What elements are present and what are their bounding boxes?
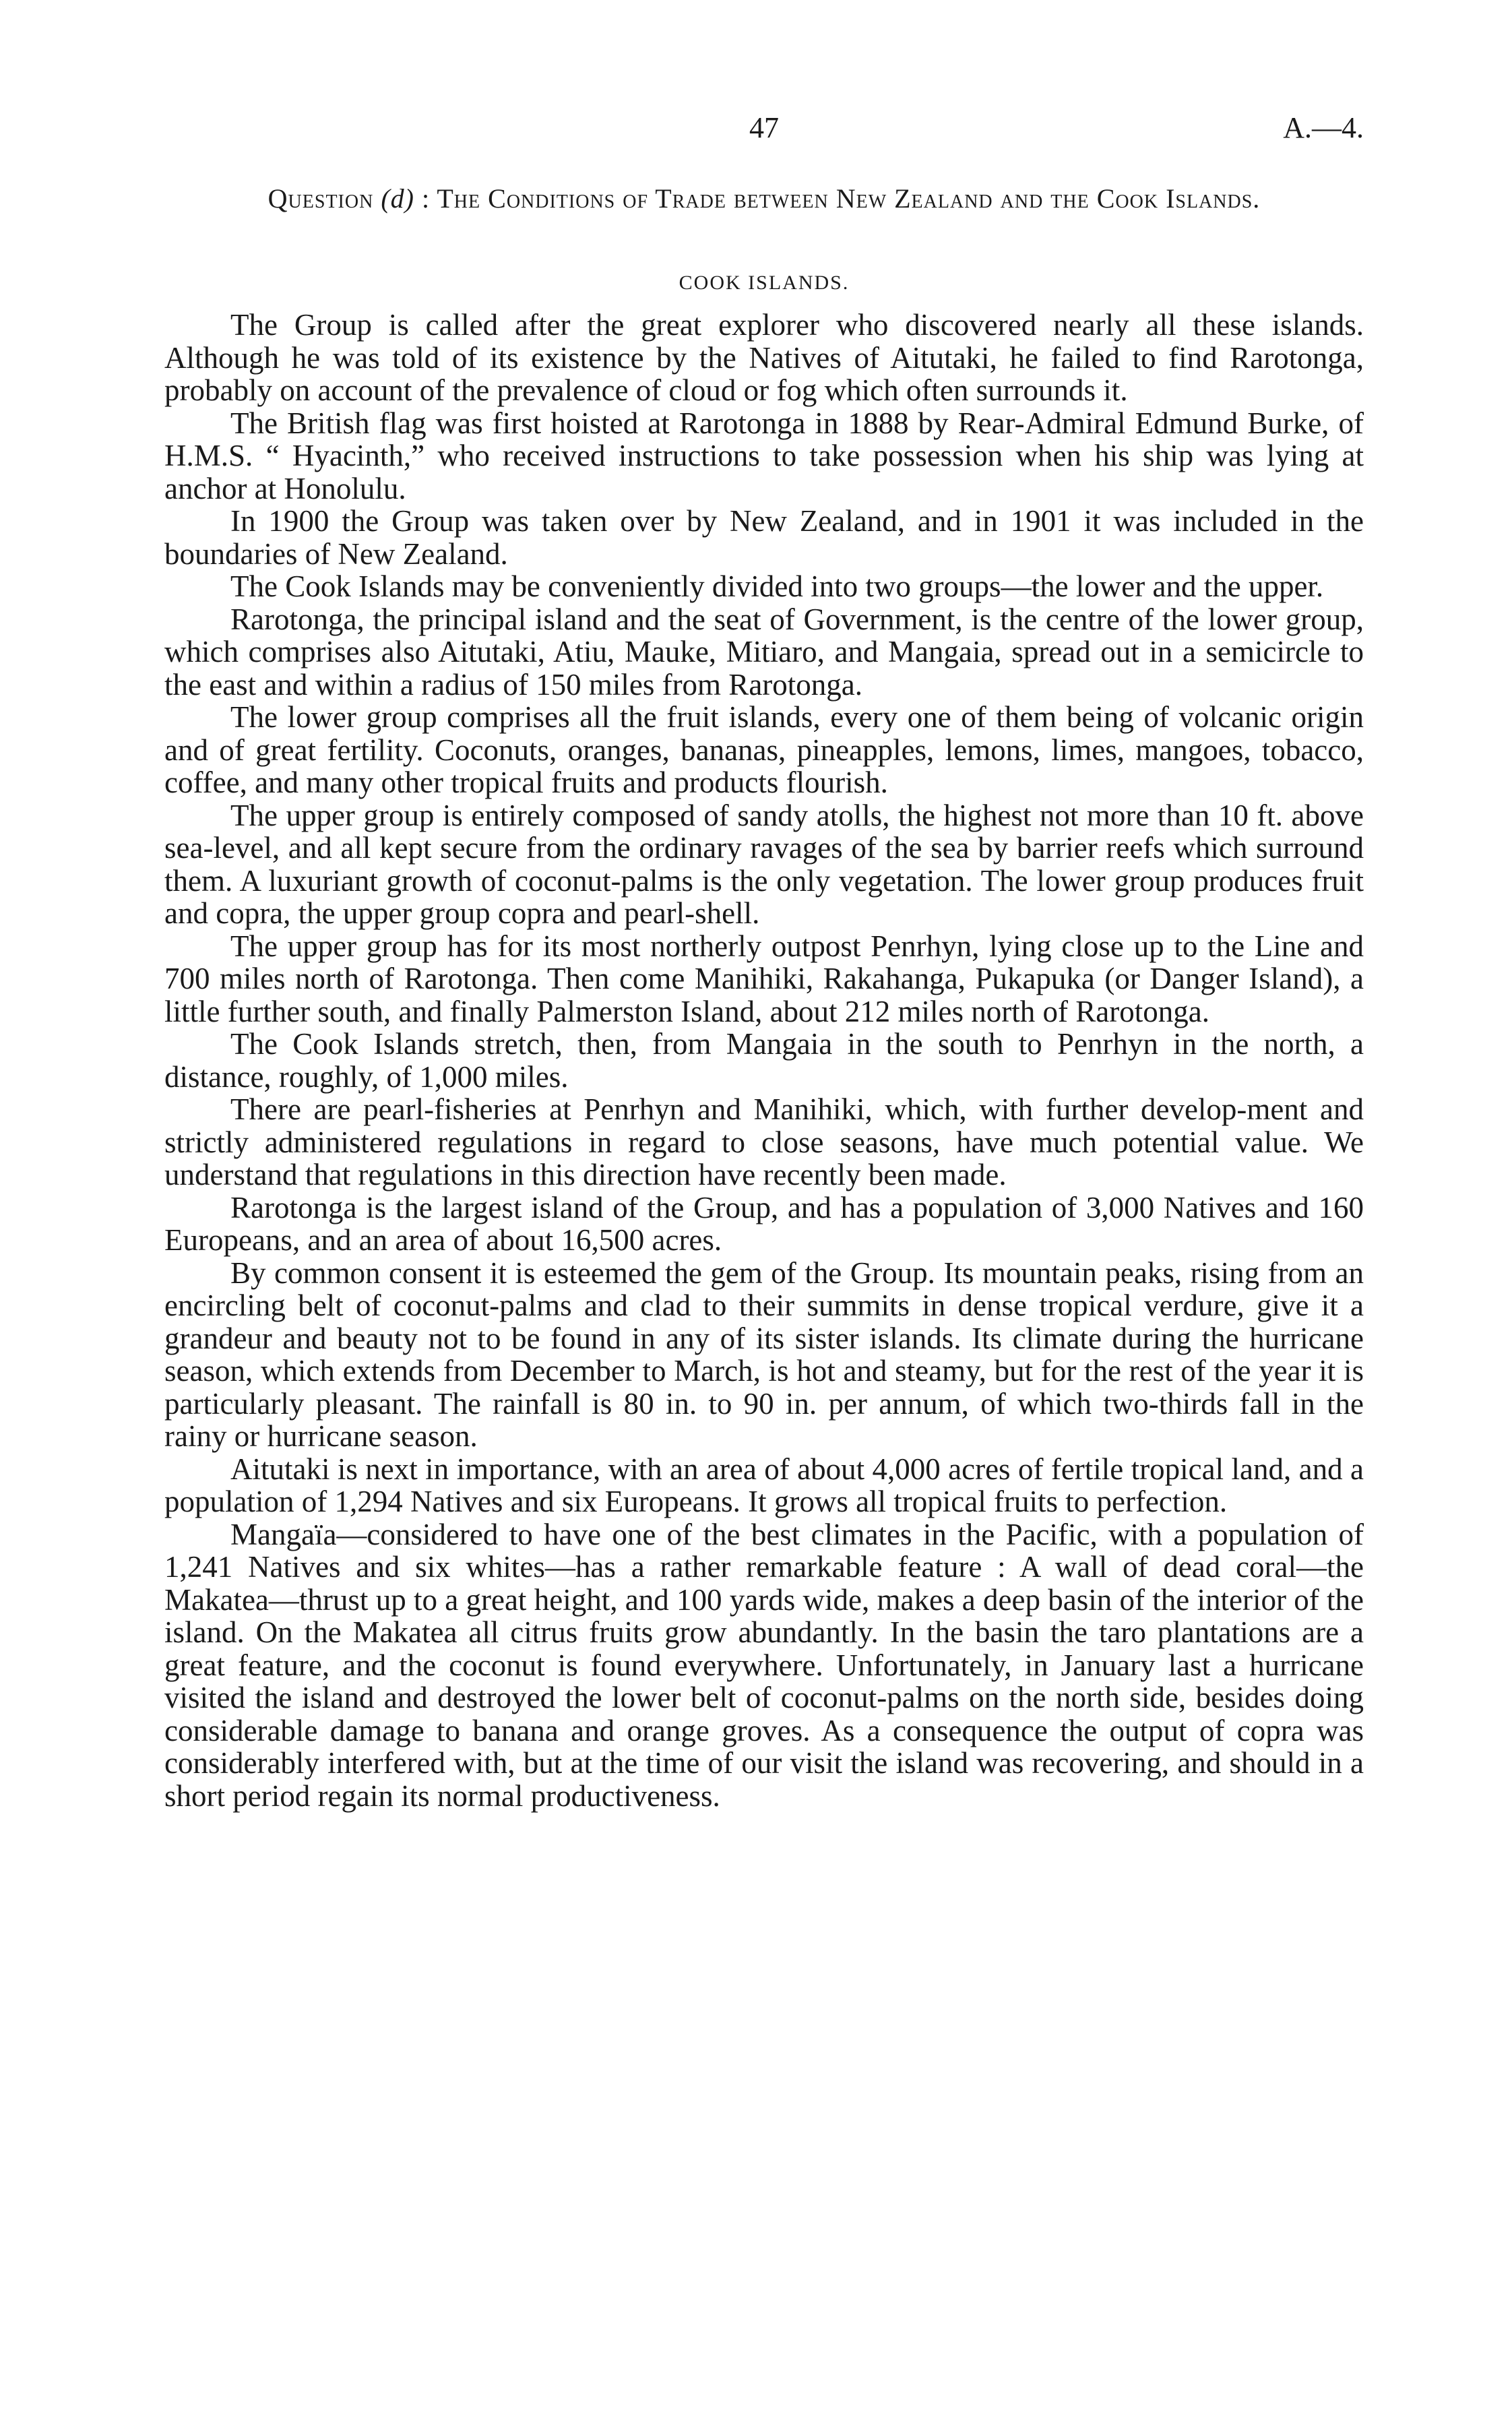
question-separator: :: [421, 183, 431, 214]
paragraph: In 1900 the Group was taken over by New Zealand, and in 1901 it was included in the boundaries of New Zealand.: [164, 504, 1364, 571]
paragraph: The Group is called after the great explorer who discovered nearly all these islands. Although he was told of its existence by the Natives of Aitutaki, he failed to find Rarotonga, probably on account of the prevalence of cloud or fog which often surrounds it.: [164, 308, 1364, 407]
document-reference: A.—4.: [1283, 111, 1364, 144]
paragraph: Rarotonga, the principal island and the seat of Government, is the centre of the lower group, which comprises also Aitutaki, Atiu, Mauke, Mitiaro, and Mangaia, spread out in a semicircle to the east and within a radius of 150 miles from Rarotonga.: [164, 602, 1364, 702]
page-number: 47: [749, 111, 779, 144]
page-header: [164, 108, 1364, 148]
question-title: The Conditions of Trade between New Zealand and the Cook Islands.: [437, 183, 1261, 214]
paragraph: The Cook Islands stretch, then, from Mangaia in the south to Penrhyn in the north, a distance, roughly, of 1,000 miles.: [164, 1027, 1364, 1094]
body-text: [164, 309, 1364, 1812]
paragraph: The lower group comprises all the fruit islands, every one of them being of volcanic origin and of great fertility. Coconuts, oranges, bananas, pineapples, lemons, limes, mangoes, tobacco, coffee, and many other tropical fruits and products flourish.: [164, 700, 1364, 799]
paragraph: The British flag was first hoisted at Rarotonga in 1888 by Rear-Admiral Edmund Burke, of H.M.S. “ Hyacinth,” who received instructions to take possession when his ship was lying at anchor at Honolulu.: [164, 406, 1364, 505]
paragraph: Mangaïa—considered to have one of the best climates in the Pacific, with a population of 1,241 Natives and six whites—has a rather remarkable feature : A wall of dead coral—the Makatea—thrust up to a great height, and 100 yards wide, makes a deep basin of the interior of the island. On the Makatea all citrus fruits grow abundantly. In the basin the taro plantations are a great feature, and the coconut is found everywhere. Unfortunately, in January last a hurricane visited the island and destroyed the lower belt of coconut-palms on the north side, besides doing considerable damage to banana and orange groves. As a consequence the output of copra was considerably interfered with, but at the time of our visit the island was recovering, and should in a short period regain its normal productiveness.: [164, 1517, 1364, 1813]
paragraph: The upper group has for its most northerly outpost Penrhyn, lying close up to the Line and 700 miles north of Rarotonga. Then come Manihiki, Rakahanga, Pukapuka (or Danger Island), a little further south, and finally Palmerston Island, about 212 miles north of Rarotonga.: [164, 929, 1364, 1028]
question-label: Question: [267, 183, 374, 214]
paragraph: By common consent it is esteemed the gem of the Group. Its mountain peaks, rising from an encircling belt of coconut-palms and clad to their summits in dense tropical verdure, give it a grandeur and beauty not to be found in any of its sister islands. Its climate during the hurricane season, which extends from December to March, is hot and steamy, but for the rest of the year it is particularly pleasant. The rainfall is 80 in. to 90 in. per annum, of which two-thirds fall in the rainy or hurricane season.: [164, 1255, 1364, 1453]
section-heading: COOK ISLANDS.: [679, 272, 850, 294]
paragraph: There are pearl-fisheries at Penrhyn and Manihiki, which, with further develop-ment and strictly administered regulations in regard to close seasons, have much potential value. We understand that regulations in this direction have recently been made.: [164, 1092, 1364, 1191]
question-letter: (d): [381, 183, 414, 214]
paragraph: The upper group is entirely composed of sandy atolls, the highest not more than 10 ft. above sea-level, and all kept secure from the ordinary ravages of the sea by barrier reefs which surround them. A luxuriant growth of coconut-palms is the only vegetation. The lower group produces fruit and copra, the upper group copra and pearl-shell.: [164, 798, 1364, 930]
paragraph: Rarotonga is the largest island of the Group, and has a population of 3,000 Natives and 160 Europeans, and an area of about 16,500 acres.: [164, 1190, 1364, 1257]
paragraph: The Cook Islands may be conveniently divided into two groups—the lower and the upper.: [230, 569, 1324, 603]
paragraph: Aitutaki is next in importance, with an area of about 4,000 acres of fertile tropical land, and a population of 1,294 Natives and six Europeans. It grows all tropical fruits to perfection.: [164, 1452, 1364, 1518]
question-heading: [164, 182, 1364, 216]
